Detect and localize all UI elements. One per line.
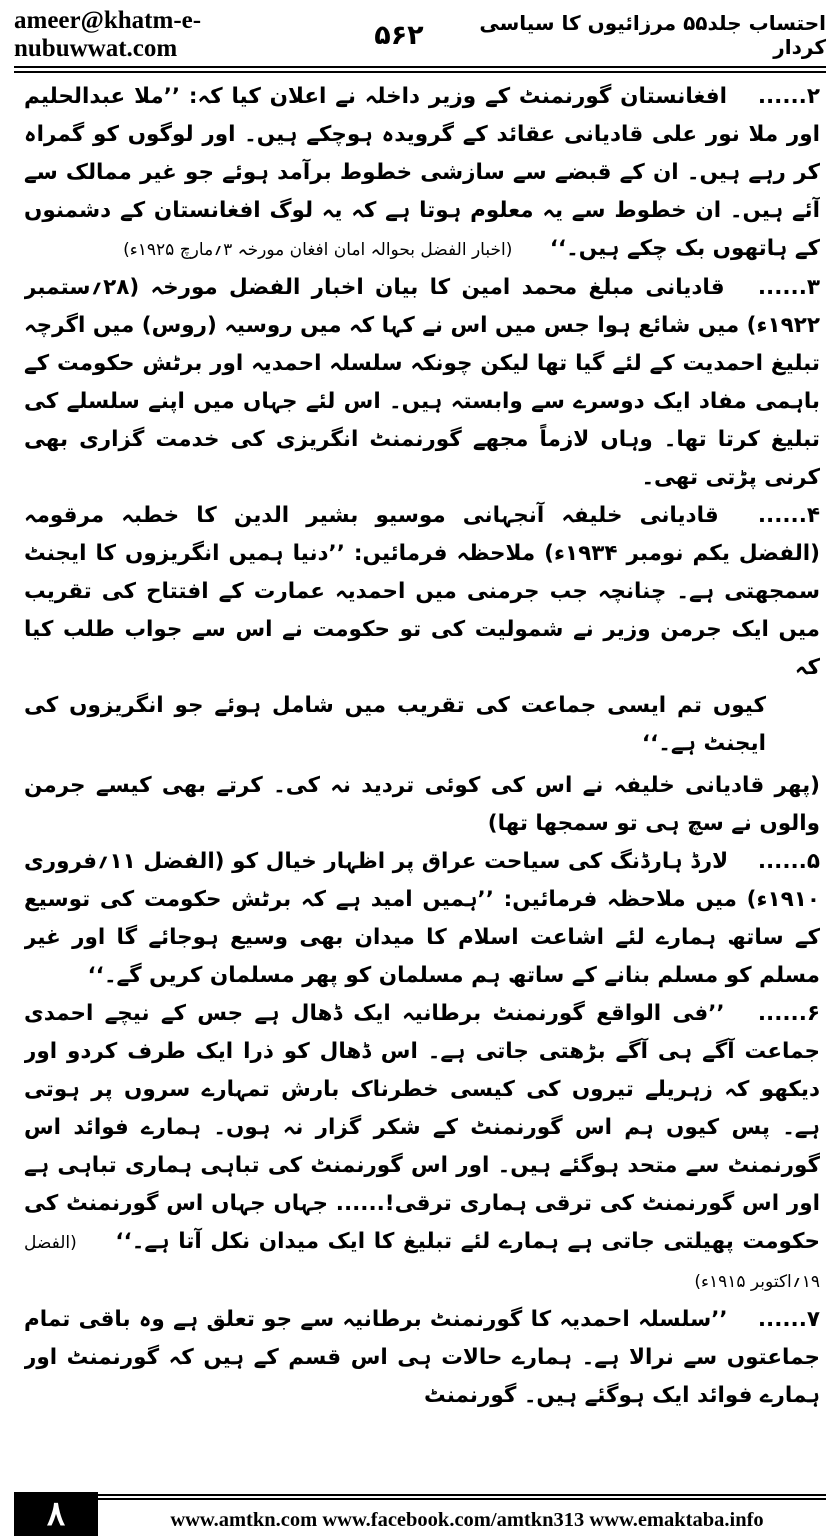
paragraph-quote-end: کیوں تم ایسی جماعت کی تقریب میں شامل ہوئے جو انگریزوں کی ایجنٹ ہے۔‘‘ [24,693,766,756]
paragraph-text: قادیانی خلیفہ آنجہانی موسیو بشیر الدین کا خطبہ مرقومہ (الفضل یکم نومبر ۱۹۳۴ء) ملاحظہ فرمائیں: ’’دنیا ہمیں انگریزوں کا ایجنٹ سمجھتی ہے۔ چنانچہ جب جرمنی میں احمدیہ عمارت کے افتتاح کی تقریب میں ایک جرمن وزیر نے شمولیت کی تو حکومت نے اس سے جواب طلب کیا کہ [24,503,820,680]
paragraph-number: ۳...... [757,275,820,300]
paragraph-5 [24,843,820,995]
paragraph-text: ’’فی الواقع گورنمنٹ برطانیہ ایک ڈھال ہے جس کے نیچے احمدی جماعت آگے ہی آگے بڑھتی جاتی ہے۔ اس ڈھال کو ذرا ایک طرف کردو اور دیکھو کہ زہریلے تیروں کی کیسی خطرناک بارش تمہارے سروں پر ہوتی ہے۔ پس کیوں ہم اس گورنمنٹ کے شکر گزار نہ ہوں۔ ہمارے فوائد اس گورنمنٹ سے متحد ہوگئے ہیں۔ اور اس گورنمنٹ کی تباہی ہماری تباہی ہے اور اس گورنمنٹ کی ترقی ہماری ترقی!...... جہاں جہاں اس گورنمنٹ کی حکومت پھیلتی جاتی ہے ہمارے لئے تبلیغ کا ایک میدان نکل آتا ہے۔‘‘ [24,1001,820,1254]
header-rule-bottom [14,71,826,73]
paragraph-reference: (اخبار الفضل بحوالہ امان افغان مورخہ ۳؍مارچ ۱۹۲۵ء) [123,240,513,260]
paragraph-2 [24,78,820,269]
paragraph-number: ۴...... [757,503,820,528]
header-title: احتساب جلد۵۵ مرزائیوں کا سیاسی کردار [479,11,826,59]
paragraph-3 [24,269,820,497]
paragraph-reference: (الفضل ۱۹؍اکتوبر ۱۹۱۵ء) [24,1233,820,1292]
paragraph-text: افغانستان گورنمنٹ کے وزیر داخلہ نے اعلان کیا کہ: ’’ملا عبدالحلیم اور ملا نور علی قادیانی عقائد کے گرویدہ ہوچکے ہیں۔ اور لوگوں کو گمراہ کر رہے ہیں۔ ان کے قبضے سے سازشی خطوط برآمد ہوئے جو غیر ممالک سے آئے ہیں۔ ان خطوط سے یہ معلوم ہوتا ہے کہ یہ لوگ افغانستان کے دشمنوں کے ہاتھوں بک چکے ہیں۔‘‘ [24,84,820,261]
footer-links: www.amtkn.com www.facebook.com/amtkn313 www.emaktaba.info [170,1509,764,1531]
paragraph-6 [24,995,820,1301]
footer-rule-bottom [98,1498,826,1500]
editorial-note: (پھر قادیانی خلیفہ نے اس کی کوئی تردید نہ کی۔ کرتے بھی کیسے جرمن والوں نے سچ ہی تو سمجھا تھا) [24,773,820,836]
header-page-number: ۵۶۲ [374,19,424,51]
paragraph-text: لارڈ ہارڈنگ کی سیاحت عراق پر اظہار خیال کو (الفضل ۱۱؍فروری ۱۹۱۰ء) میں ملاحظہ فرمائیں: ’’ہمیں امید ہے کہ برٹش حکومت کی توسیع کے ساتھ ہمارے لئے اشاعت اسلام کا میدان بھی وسیع ہوجائے گا اور غیر مسلم کو مسلم بنانے کے ساتھ ہم مسلمان کو پھر مسلمان کریں گے۔‘‘ [24,849,820,988]
page-footer [0,1488,840,1540]
paragraph-number: ۵...... [757,849,820,874]
paragraph-4 [24,497,820,763]
page-header [14,7,826,62]
header-email: ameer@khatm-e-nubuwwat.com [14,7,202,62]
footer-page-box: ۸ [14,1492,98,1536]
paragraph-number: ۲...... [757,84,820,109]
paragraph-text: ’’سلسلہ احمدیہ کا گورنمنٹ برطانیہ سے جو تعلق ہے وہ باقی تمام جماعتوں سے نرالا ہے۔ ہمارے حالات ہی اس قسم کے ہیں کہ گورنمنٹ اور ہمارے فوائد ایک ہوگئے ہیں۔ گورنمنٹ [24,1307,820,1408]
header-rule-top [14,66,826,68]
paragraph-7 [24,1301,820,1415]
paragraph-number: ۷...... [757,1307,820,1332]
footer-rule-top [98,1494,826,1496]
page-body [24,78,820,1476]
paragraph-number: ۶...... [757,1001,820,1026]
header-left [14,7,424,63]
paragraph-text: قادیانی مبلغ محمد امین کا بیان اخبار الفضل مورخہ (۲۸؍ستمبر ۱۹۲۲ء) میں شائع ہوا جس میں اس نے کہا کہ میں روسیہ (روس) میں اگرچہ تبلیغ احمدیت کے لئے گیا تھا لیکن چونکہ سلسلہ احمدیہ اور برٹش حکومت کے باہمی مفاد ایک دوسرے سے وابستہ ہیں۔ اس لئے جہاں میں اپنے سلسلے کی تبلیغ کرتا تھا۔ وہاں لازماً مجھے گورنمنٹ انگریزی کی خدمت گزاری بھی کرنی پڑتی تھی۔ [24,275,820,490]
